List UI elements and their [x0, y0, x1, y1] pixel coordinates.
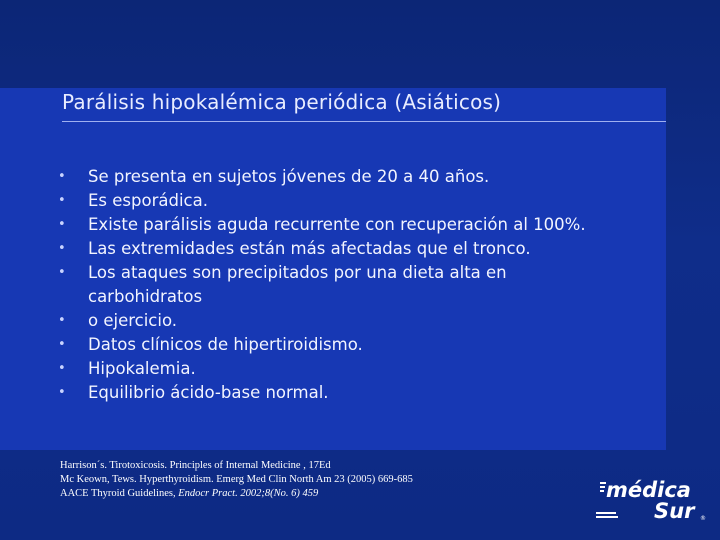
bullet-text: Datos clínicos de hipertiroidismo.: [88, 335, 363, 354]
reference-text: Harrison´s. Tirotoxicosis. Principles of Internal Medicine , 17Ed: [60, 460, 331, 471]
bullet-dot-icon: •: [58, 361, 66, 376]
bullet-item: [58, 213, 658, 237]
bullet-item: [58, 333, 658, 357]
slide-title: Parálisis hipokalémica periódica (Asiáticos): [62, 90, 502, 114]
bullet-list: [58, 165, 658, 405]
bullet-dot-icon: •: [58, 169, 66, 184]
bullet-text: Es esporádica.: [88, 191, 208, 210]
title-divider: [62, 121, 666, 122]
logo-mark: ®: [700, 515, 706, 522]
bullet-text: Existe parálisis aguda recurrente con recuperación al 100%.: [88, 215, 586, 234]
bullet-item: [58, 189, 658, 213]
bullet-dot-icon: •: [58, 385, 66, 400]
bullet-dot-icon: •: [58, 313, 66, 328]
bullet-dot-icon: •: [58, 217, 66, 232]
bullet-text: Se presenta en sujetos jóvenes de 20 a 40 años.: [88, 167, 490, 186]
reference-line: [60, 473, 580, 487]
bullet-item: [58, 357, 658, 381]
bullet-text: Equilibrio ácido-base normal.: [88, 383, 329, 402]
bullet-continuation: carbohidratos: [88, 287, 203, 306]
bullet-item: [58, 309, 658, 333]
reference-text: AACE Thyroid Guidelines,: [60, 488, 179, 499]
reference-journal: Endocr Pract. 2002;8(No. 6) 459: [178, 488, 319, 499]
bullet-item: [58, 261, 658, 309]
reference-line: [60, 459, 580, 473]
reference-text: Mc Keown, Tews. Hyperthyroidism. Emerg Med Clin North Am 23 (2005) 669-685: [60, 474, 413, 485]
bullet-item: [58, 381, 658, 405]
bullet-text: o ejercicio.: [88, 311, 178, 330]
bullet-text: Las extremidades están más afectadas que el tronco.: [88, 239, 531, 258]
bullet-text: Hipokalemia.: [88, 359, 196, 378]
references: [60, 459, 580, 501]
medica-sur-logo: [596, 474, 706, 524]
bullet-dot-icon: •: [58, 193, 66, 208]
bullet-dot-icon: •: [58, 337, 66, 352]
bullet-dot-icon: •: [58, 265, 66, 280]
logo-line1: médica: [606, 478, 691, 502]
logo-line2: Sur: [654, 499, 695, 523]
reference-line: [60, 487, 580, 501]
bullet-item: [58, 165, 658, 189]
bullet-dot-icon: •: [58, 241, 66, 256]
bullet-item: [58, 237, 658, 261]
bullet-text: Los ataques son precipitados por una dieta alta en: [88, 263, 507, 282]
